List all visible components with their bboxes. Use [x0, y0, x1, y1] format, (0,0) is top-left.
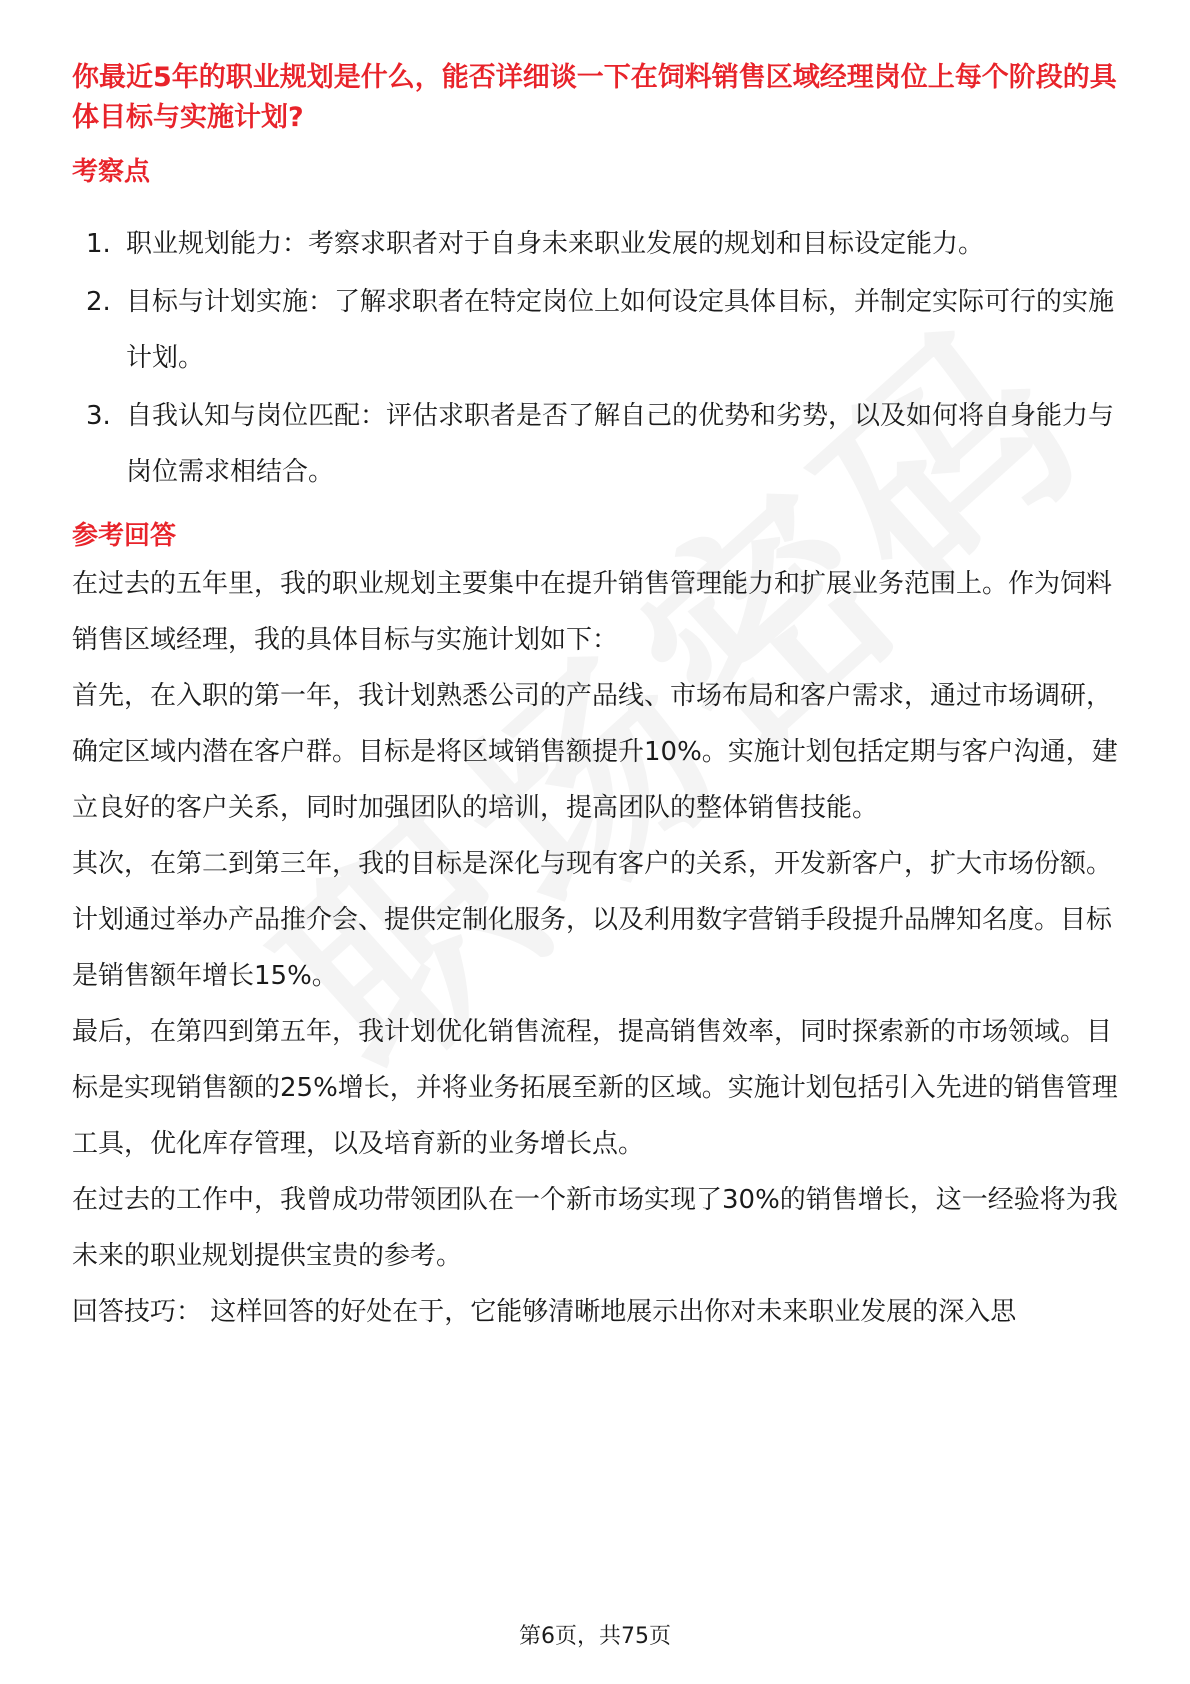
question-title: 你最近5年的职业规划是什么，能否详细谈一下在饲料销售区域经理岗位上每个阶段的具体目标与实施计划?	[72, 62, 1117, 133]
list-item-number: 3.	[86, 401, 111, 431]
points-list	[72, 216, 1122, 500]
points-heading: 考察点	[72, 157, 151, 187]
page-number: 第6页，共75页	[519, 1624, 671, 1649]
list-item	[72, 216, 1122, 272]
list-item-text: 自我认知与岗位匹配：评估求职者是否了解自己的优势和劣势，以及如何将自身能力与岗位需求相结合。	[126, 401, 1115, 487]
list-item-number: 2.	[86, 287, 111, 317]
list-item-text: 目标与计划实施：了解求职者在特定岗位上如何设定具体目标，并制定实际可行的实施计划。	[126, 287, 1115, 373]
answer-paragraph: 最后，在第四到第五年，我计划优化销售流程，提高销售效率，同时探索新的市场领域。目标是实现销售额的25%增长，并将业务拓展至新的区域。实施计划包括引入先进的销售管理工具，优化库存管理，以及培育新的业务增长点。	[72, 1017, 1118, 1159]
list-item-number: 1.	[86, 229, 111, 259]
list-item-text: 职业规划能力：考察求职者对于自身未来职业发展的规划和目标设定能力。	[126, 229, 985, 259]
answer-heading: 参考回答	[72, 521, 177, 551]
answer-paragraph: 其次，在第二到第三年，我的目标是深化与现有客户的关系，开发新客户，扩大市场份额。计划通过举办产品推介会、提供定制化服务，以及利用数字营销手段提升品牌知名度。目标是销售额年增长15%。	[72, 849, 1113, 991]
answer-paragraph: 首先，在入职的第一年，我计划熟悉公司的产品线、市场布局和客户需求，通过市场调研，确定区域内潜在客户群。目标是将区域销售额提升10%。实施计划包括定期与客户沟通，建立良好的客户关系，同时加强团队的培训，提高团队的整体销售技能。	[72, 681, 1118, 823]
content-area	[72, 58, 1122, 1340]
answer-paragraph: 在过去的五年里，我的职业规划主要集中在提升销售管理能力和扩展业务范围上。作为饲料销售区域经理，我的具体目标与实施计划如下：	[72, 569, 1113, 655]
list-item	[72, 274, 1122, 386]
answer-tips-paragraph: 回答技巧： 这样回答的好处在于，它能够清晰地展示出你对未来职业发展的深入思	[72, 1297, 1017, 1327]
list-item	[72, 388, 1122, 500]
answer-paragraph: 在过去的工作中，我曾成功带领团队在一个新市场实现了30%的销售增长，这一经验将为我未来的职业规划提供宝贵的参考。	[72, 1185, 1118, 1271]
